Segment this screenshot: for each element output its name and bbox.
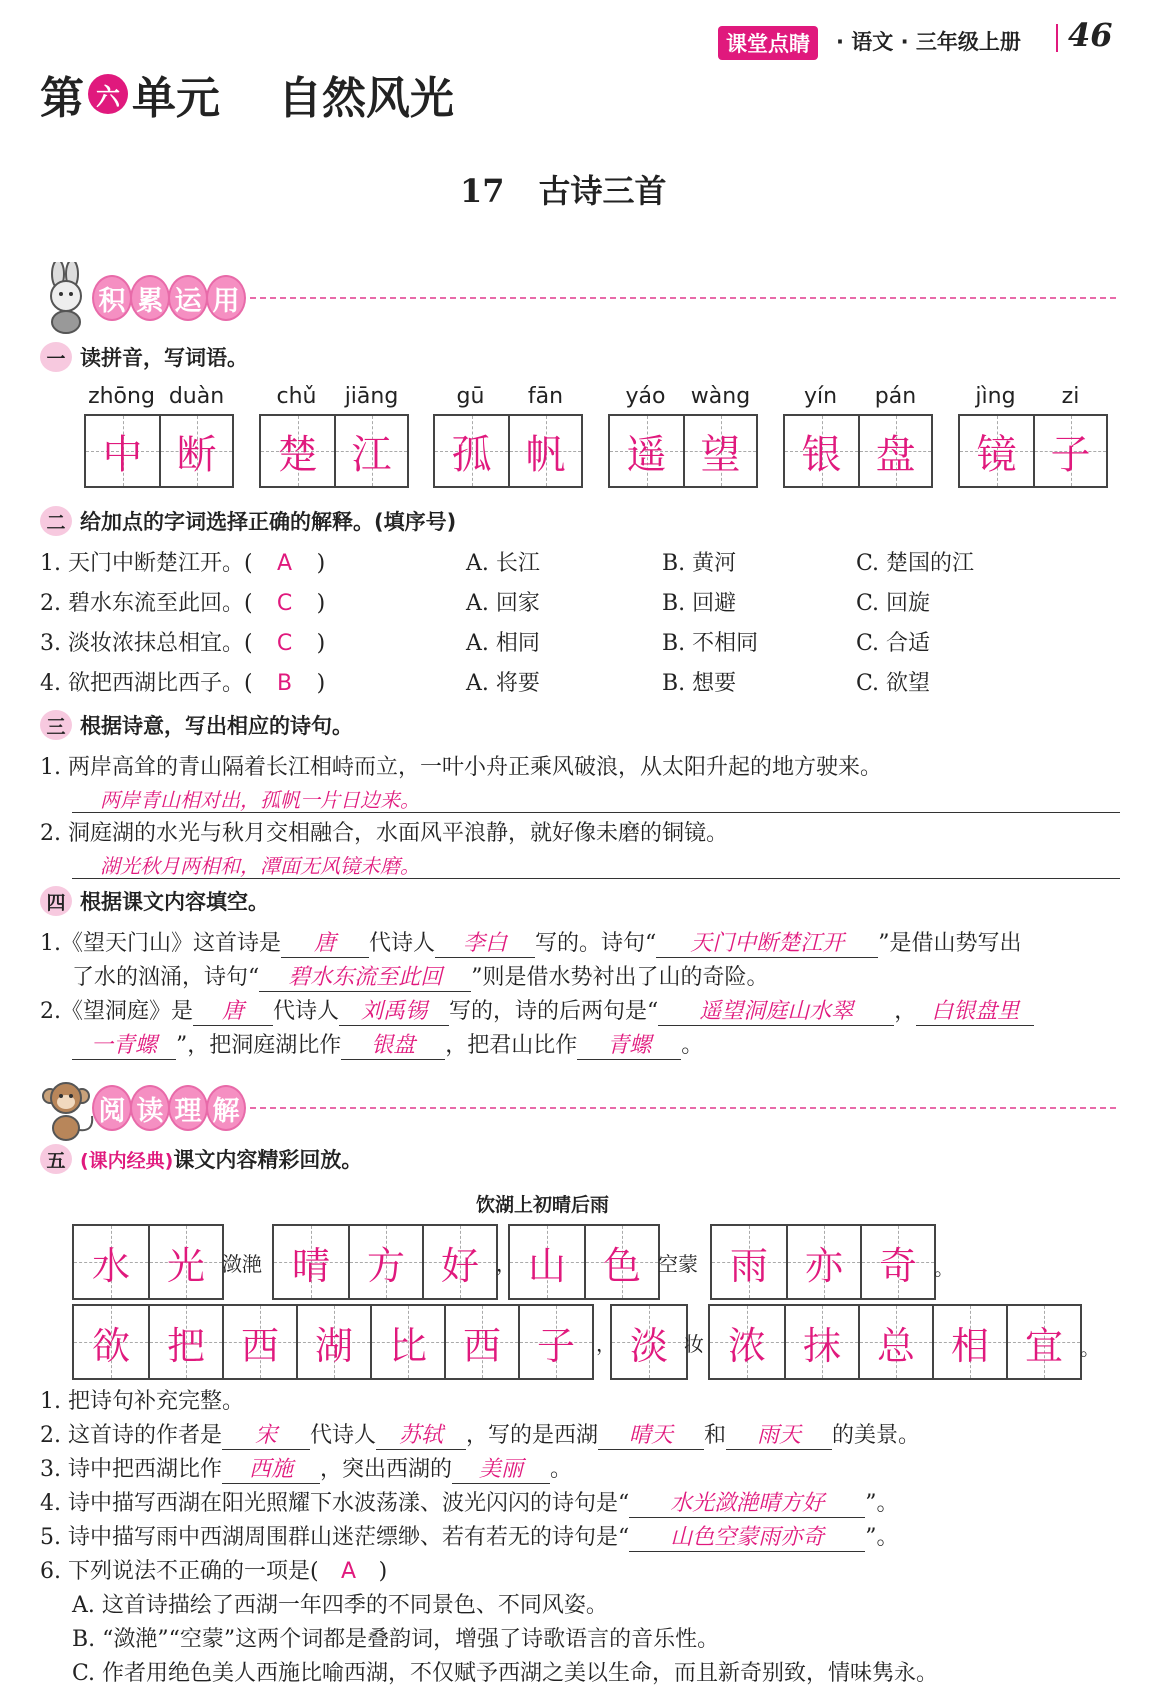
choice-answer: A [341, 1559, 357, 1584]
question-number: 二 [40, 506, 72, 536]
choice-answer: A [277, 551, 293, 576]
poem-cell: 宜 [1006, 1306, 1080, 1378]
answer-cell: 孤 [435, 416, 508, 486]
header-divider [1056, 24, 1058, 52]
pinyin-group [783, 384, 933, 488]
punctuation: 。 [1080, 1336, 1100, 1360]
fill-answer: 天门中断楚江开 [656, 926, 878, 958]
banner-char: 解 [206, 1085, 246, 1131]
poem-cell: 总 [858, 1306, 932, 1378]
question-text: 读拼音，写词语。 [80, 346, 248, 370]
choice-stem: 3. 淡妆浓抹总相宜。( C ) [40, 631, 326, 656]
pinyin: yín [803, 384, 838, 409]
poem-cell: 把 [148, 1306, 222, 1378]
poem-title: 饮湖上初晴后雨 [476, 1194, 610, 1216]
banner-char: 用 [206, 275, 246, 321]
option-a: A. 回家 [466, 591, 540, 616]
fill-answer: 水光潋滟晴方好 [629, 1486, 865, 1518]
option-a: A. 相同 [466, 631, 540, 656]
unit-theme: 自然风光 [278, 73, 454, 124]
answer-cell: 子 [1033, 416, 1106, 486]
fill-answer: 雨天 [726, 1418, 832, 1450]
poem-grid [72, 1224, 224, 1300]
option-a: A. 长江 [466, 551, 540, 576]
sub-question: 3. 诗中把西湖比作 西施 ，突出西湖的 美丽 。 [40, 1452, 572, 1484]
fill-answer: 银盘 [341, 1028, 445, 1060]
option-a: A. 将要 [466, 671, 540, 696]
answer-cell: 楚 [261, 416, 334, 486]
pinyin: jiāng [344, 384, 399, 409]
choice-stem: 1. 天门中断楚江开。( A ) [40, 551, 326, 576]
pinyin: chǔ [276, 384, 317, 409]
answer-cell: 盘 [858, 416, 931, 486]
fill-answer: 苏轼 [376, 1418, 466, 1450]
fill-answer: 唐 [193, 994, 273, 1026]
pinyin-group [958, 384, 1108, 488]
question-3-heading [40, 710, 353, 740]
poem-cell: 山 [510, 1226, 584, 1298]
poem-cell: 水 [74, 1226, 148, 1298]
answer-line [72, 878, 1120, 879]
question-1-heading [40, 342, 248, 372]
fill-line: 2.《望洞庭》是 唐 代诗人 刘禹锡 写的，诗的后两句是“ 遥望洞庭山水翠 ， 白银盘里 [40, 994, 1034, 1026]
sub-question: 6. 下列说法不正确的一项是( A ) [40, 1559, 388, 1584]
banner-char: 读 [130, 1085, 170, 1131]
punctuation: 。 [934, 1256, 954, 1280]
poem-cell: 子 [518, 1306, 592, 1378]
given-word: 潋滟 [222, 1252, 262, 1276]
poem-cell: 相 [932, 1306, 1006, 1378]
unit-post: 单元 [132, 73, 220, 124]
answer-cell: 中 [86, 416, 159, 486]
option-b: B. 想要 [662, 671, 737, 696]
fill-answer: 唐 [281, 926, 369, 958]
sub-question: 2. 这首诗的作者是 宋 代诗人 苏轼 ，写的是西湖 晴天 和 雨天 的美景。 [40, 1418, 920, 1450]
pinyin: duàn [168, 384, 225, 409]
question-number: 一 [40, 342, 72, 372]
choice-answer: B [277, 671, 293, 696]
option-a: A. 这首诗描绘了西湖一年四季的不同景色、不同风姿。 [72, 1593, 608, 1618]
question-text: 根据诗意，写出相应的诗句。 [80, 714, 353, 738]
choice-stem: 4. 欲把西湖比西子。( B ) [40, 671, 326, 696]
unit-pre: 第 [40, 73, 84, 124]
section-banner-accumulate [36, 262, 1116, 334]
poem-cell: 晴 [274, 1226, 348, 1298]
poem-meaning: 2. 洞庭湖的水光与秋月交相融合，水面风平浪静，就好像未磨的铜镜。 [40, 821, 728, 846]
poem-cell: 好 [422, 1226, 496, 1298]
pinyin: yáo [625, 384, 666, 409]
header-subject: · 语文 · 三年级上册 [836, 30, 1021, 54]
option-b: B. 黄河 [662, 551, 737, 576]
banner-char: 累 [130, 275, 170, 321]
lesson-name: 古诗三首 [538, 172, 667, 210]
rabbit-mascot-icon [36, 262, 100, 334]
question-text: 根据课文内容填空。 [80, 890, 269, 914]
poem-cell: 光 [148, 1226, 222, 1298]
answer-cell: 江 [334, 416, 407, 486]
question-number: 四 [40, 886, 72, 916]
poem-grid [72, 1304, 594, 1380]
answer-cell: 镜 [960, 416, 1033, 486]
poem-grid [508, 1224, 660, 1300]
pinyin-group [84, 384, 234, 488]
option-c: C. 欲望 [856, 671, 931, 696]
fill-answer: 刘禹锡 [339, 994, 449, 1026]
poem-cell: 湖 [296, 1306, 370, 1378]
unit-title [40, 62, 454, 126]
pinyin: pán [874, 384, 917, 409]
poem-cell: 西 [222, 1306, 296, 1378]
choice-answer: C [276, 591, 293, 616]
given-word: 妆 [684, 1332, 704, 1356]
lesson-title [460, 166, 667, 212]
poem-grid [272, 1224, 498, 1300]
option-b: B. 回避 [662, 591, 737, 616]
option-c: C. 合适 [856, 631, 931, 656]
header-badge: 课堂点睛 [718, 26, 818, 60]
poem-cell: 色 [584, 1226, 658, 1298]
question-2-heading [40, 506, 456, 536]
poem-cell: 抹 [784, 1306, 858, 1378]
option-c: C. 回旋 [856, 591, 931, 616]
pinyin: zhōng [88, 384, 155, 409]
answer-line [72, 812, 1120, 813]
choice-stem: 2. 碧水东流至此回。( C ) [40, 591, 326, 616]
option-c: C. 作者用绝色美人西施比喻西湖，不仅赋予西湖之美以生命，而且新奇别致，情味隽永。 [72, 1661, 939, 1686]
fill-answer: 白银盘里 [916, 994, 1034, 1026]
option-c: C. 楚国的江 [856, 551, 975, 576]
poem-cell: 亦 [786, 1226, 860, 1298]
banner-char: 阅 [92, 1085, 132, 1131]
banner-dash-line [250, 297, 1116, 299]
poem-cell: 欲 [74, 1306, 148, 1378]
fill-answer: 遥望洞庭山水翠 [658, 994, 894, 1026]
fill-answer: 山色空蒙雨亦奇 [629, 1520, 865, 1552]
pinyin: zi [1061, 384, 1080, 409]
poem-line-answer: 湖光秋月两相和，潭面无风镜未磨。 [100, 854, 420, 878]
question-tag: (课内经典) [80, 1149, 174, 1172]
banner-char: 理 [168, 1085, 208, 1131]
sub-question: 4. 诗中描写西湖在阳光照耀下水波荡漾、波光闪闪的诗句是“ 水光潋滟晴方好 ”。 [40, 1486, 898, 1518]
unit-number: 六 [88, 74, 128, 114]
fill-answer: 宋 [222, 1418, 310, 1450]
answer-cell: 望 [683, 416, 756, 486]
punctuation: ， [496, 1252, 516, 1276]
fill-answer: 李白 [435, 926, 535, 958]
choice-answer: C [276, 631, 293, 656]
banner-dash-line [250, 1107, 1116, 1109]
banner-char: 运 [168, 275, 208, 321]
pinyin-group [433, 384, 583, 488]
answer-cell: 遥 [610, 416, 683, 486]
pinyin: fān [527, 384, 564, 409]
fill-line: 了水的汹涌，诗句“ 碧水东流至此回 ”则是借水势衬出了山的奇险。 [72, 960, 769, 992]
fill-answer: 美丽 [452, 1452, 550, 1484]
pinyin: wàng [690, 384, 751, 409]
monkey-mascot-icon [36, 1072, 100, 1144]
fill-answer: 晴天 [598, 1418, 704, 1450]
question-text: 课文内容精彩回放。 [173, 1148, 363, 1172]
fill-answer: 西施 [222, 1452, 320, 1484]
question-number: 三 [40, 710, 72, 740]
poem-cell: 浓 [710, 1306, 784, 1378]
poem-cell: 西 [444, 1306, 518, 1378]
poem-line-answer: 两岸青山相对出，孤帆一片日边来。 [100, 788, 420, 812]
poem-meaning: 1. 两岸高耸的青山隔着长江相峙而立，一叶小舟正乘风破浪，从太阳升起的地方驶来。 [40, 755, 882, 780]
fill-line: 1.《望天门山》这首诗是 唐 代诗人 李白 写的。诗句“ 天门中断楚江开 ”是借山势写出 [40, 926, 1022, 958]
fill-answer: 青螺 [577, 1028, 681, 1060]
question-5-heading [40, 1144, 362, 1174]
option-b: B. “潋滟”“空蒙”这两个词都是叠韵词，增强了诗歌语言的音乐性。 [72, 1627, 720, 1652]
answer-cell: 断 [159, 416, 232, 486]
question-4-heading [40, 886, 269, 916]
punctuation: ， [596, 1332, 616, 1356]
poem-cell: 方 [348, 1226, 422, 1298]
fill-line: 一青螺 ”，把洞庭湖比作 银盘 ，把君山比作 青螺 。 [72, 1028, 703, 1060]
fill-answer: 一青螺 [72, 1028, 176, 1060]
question-text: 给加点的字词选择正确的解释。(填序号) [80, 510, 457, 534]
question-number: 五 [40, 1144, 72, 1174]
pinyin-group [259, 384, 409, 488]
poem-cell: 奇 [860, 1226, 934, 1298]
page-number: 46 [1068, 16, 1113, 54]
pinyin-group [608, 384, 758, 488]
pinyin: jìng [975, 384, 1016, 409]
pinyin: gū [456, 384, 485, 409]
poem-cell: 比 [370, 1306, 444, 1378]
fill-answer: 碧水东流至此回 [259, 960, 471, 992]
banner-char: 积 [92, 275, 132, 321]
option-b: B. 不相同 [662, 631, 759, 656]
given-word: 空蒙 [658, 1252, 698, 1276]
poem-grid [710, 1224, 936, 1300]
sub-question: 5. 诗中描写雨中西湖周围群山迷茫缥缈、若有若无的诗句是“ 山色空蒙雨亦奇 ”。 [40, 1520, 898, 1552]
lesson-number: 17 [460, 172, 505, 210]
poem-grid [708, 1304, 1082, 1380]
section-banner-reading [36, 1072, 1116, 1144]
answer-cell: 帆 [508, 416, 581, 486]
sub-question: 1. 把诗句补充完整。 [40, 1389, 244, 1414]
poem-grid [610, 1304, 688, 1380]
answer-cell: 银 [785, 416, 858, 486]
poem-cell: 雨 [712, 1226, 786, 1298]
poem-cell: 淡 [612, 1306, 686, 1378]
